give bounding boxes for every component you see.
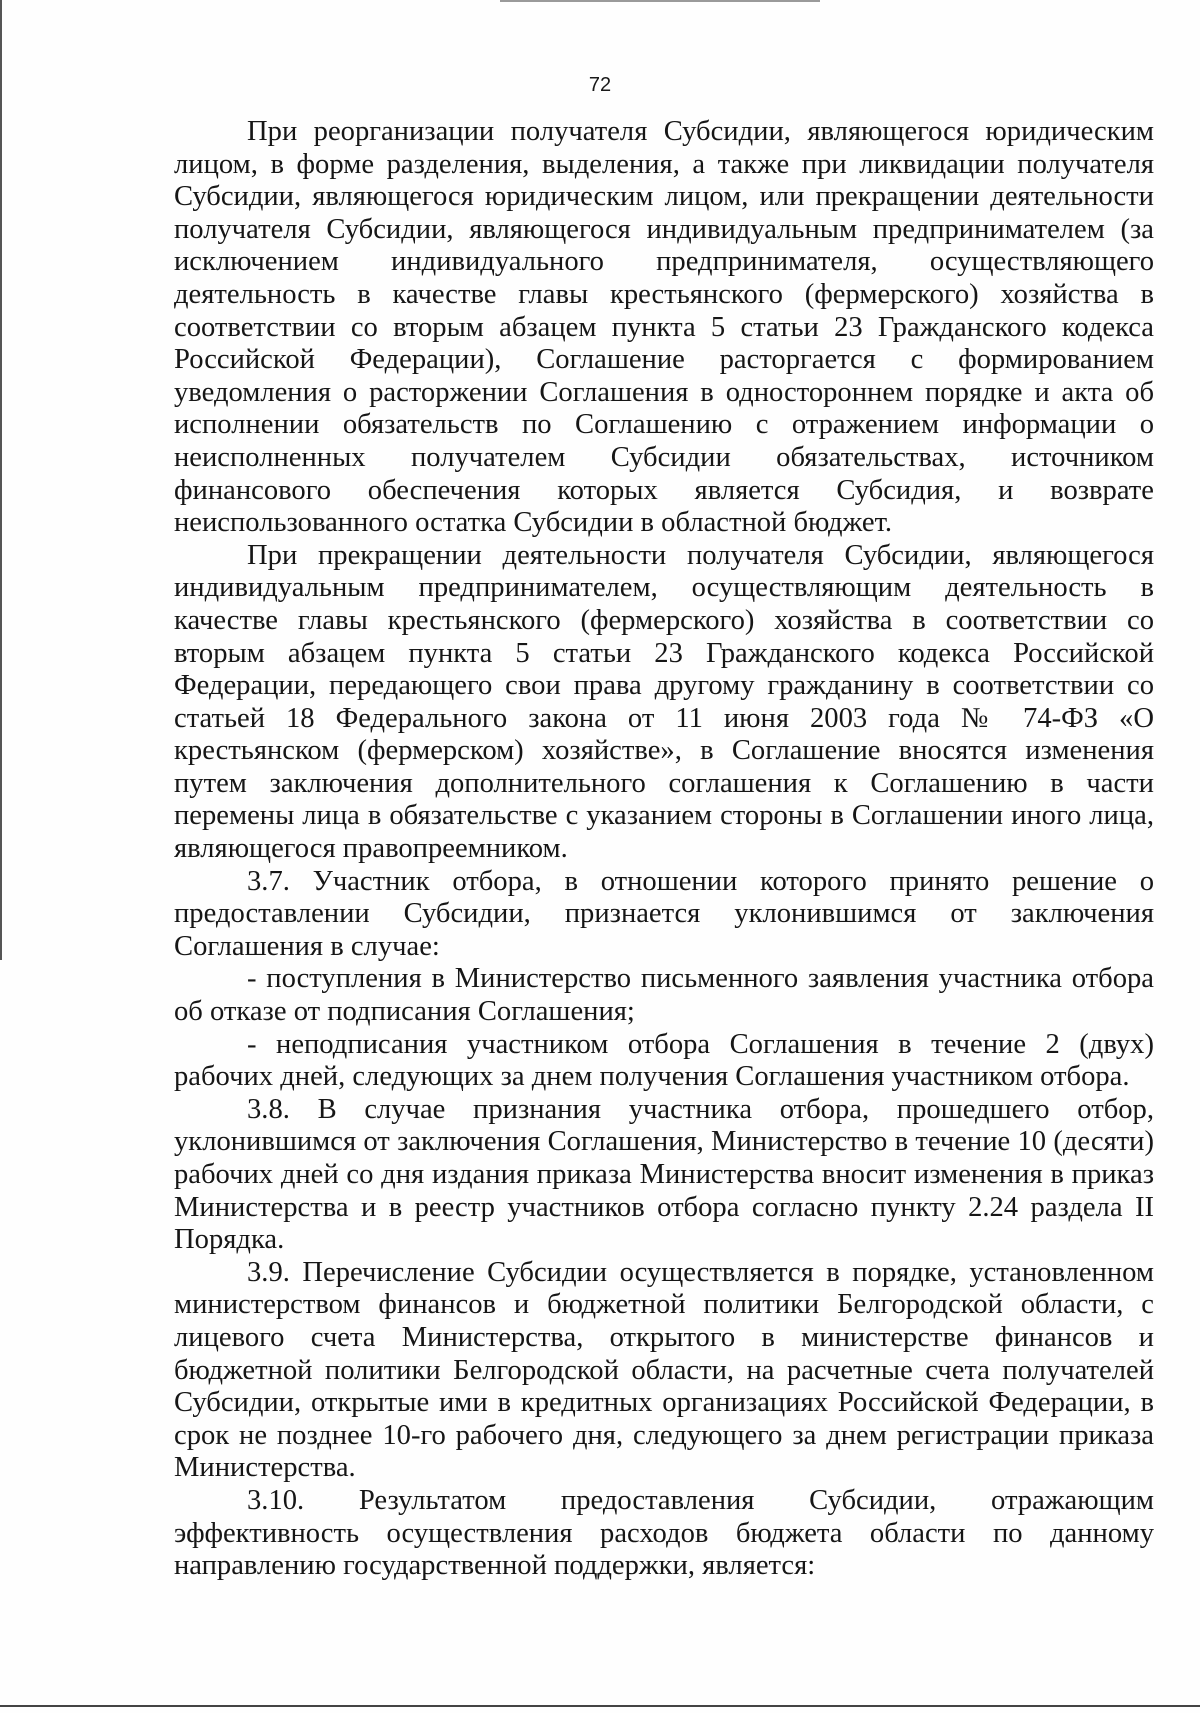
page-number: 72 [588, 74, 612, 96]
paragraph-3-9: 3.9. Перечисление Субсидии осуществляется в порядке, установленном министерством финансов и бюджетной политики Белгородской области, с лицевого счета Министерства, открытого в министерстве финансов и бюджетной политики Белгородской области, на расчетные счета получателей Субсидии, открытые ими в кредитных организациях Российской Федерации, в срок не позднее 10-го рабочего дня, следующего за днем регистрации приказа Министерства. [174, 1256, 1154, 1484]
document-body [174, 116, 1154, 1583]
scan-left-edge [0, 0, 2, 960]
scan-bottom-rule [0, 1705, 1200, 1707]
paragraph-reorganization: При реорганизации получателя Субсидии, являющегося юридическим лицом, в форме разделения, выделения, а также при ликвидации получателя Субсидии, являющегося юридическим лицом, или прекращении деятельности получателя Субсидии, являющегося индивидуальным предпринимателем (за исключением индивидуального предпринимателя, осуществляющего деятельность в качестве главы крестьянского (фермерского) хозяйства в соответствии со вторым абзацем пункта 5 статьи 23 Гражданского кодекса Российской Федерации), Соглашение расторгается с формированием уведомления о расторжении Соглашения в одностороннем порядке и акта об исполнении обязательств по Соглашению с отражением информации о неисполненных получателем Субсидии обязательствах, источником финансового обеспечения которых является Субсидия, и возврате неиспользованного остатка Субсидии в областной бюджет. [174, 116, 1154, 539]
paragraph-3-10: 3.10. Результатом предоставления Субсидии, отражающим эффективность осуществления расходов бюджета области по данному направлению государственной поддержки, является: [174, 1484, 1154, 1582]
paragraph-termination: При прекращении деятельности получателя Субсидии, являющегося индивидуальным предпринимателем, осуществляющим деятельность в качестве главы крестьянского (фермерского) хозяйства в соответствии со вторым абзацем пункта 5 статьи 23 Гражданского кодекса Российской Федерации, передающего свои права другому гражданину в соответствии со статьей 18 Федерального закона от 11 июня 2003 года № 74-ФЗ «О крестьянском (фермерском) хозяйстве», в Соглашение вносятся изменения путем заключения дополнительного соглашения к Соглашению в части перемены лица в обязательстве с указанием стороны в Соглашении иного лица, являющегося правопреемником. [174, 539, 1154, 865]
scan-top-rule [500, 0, 820, 2]
list-item-written-refusal: - поступления в Министерство письменного заявления участника отбора об отказе от подписания Соглашения; [174, 963, 1154, 1028]
paragraph-3-7: 3.7. Участник отбора, в отношении которого принято решение о предоставлении Субсидии, признается уклонившимся от заключения Соглашения в случае: [174, 865, 1154, 962]
paragraph-3-8: 3.8. В случае признания участника отбора, прошедшего отбор, уклонившимся от заключения Соглашения, Министерство в течение 10 (десяти) рабочих дней со дня издания приказа Министерства вносит изменения в приказ Министерства и в реестр участников отбора согласно пункту 2.24 раздела II Порядка. [174, 1093, 1154, 1256]
list-item-not-signed: - неподписания участником отбора Соглашения в течение 2 (двух) рабочих дней, следующих за днем получения Соглашения участником отбора. [174, 1028, 1154, 1093]
